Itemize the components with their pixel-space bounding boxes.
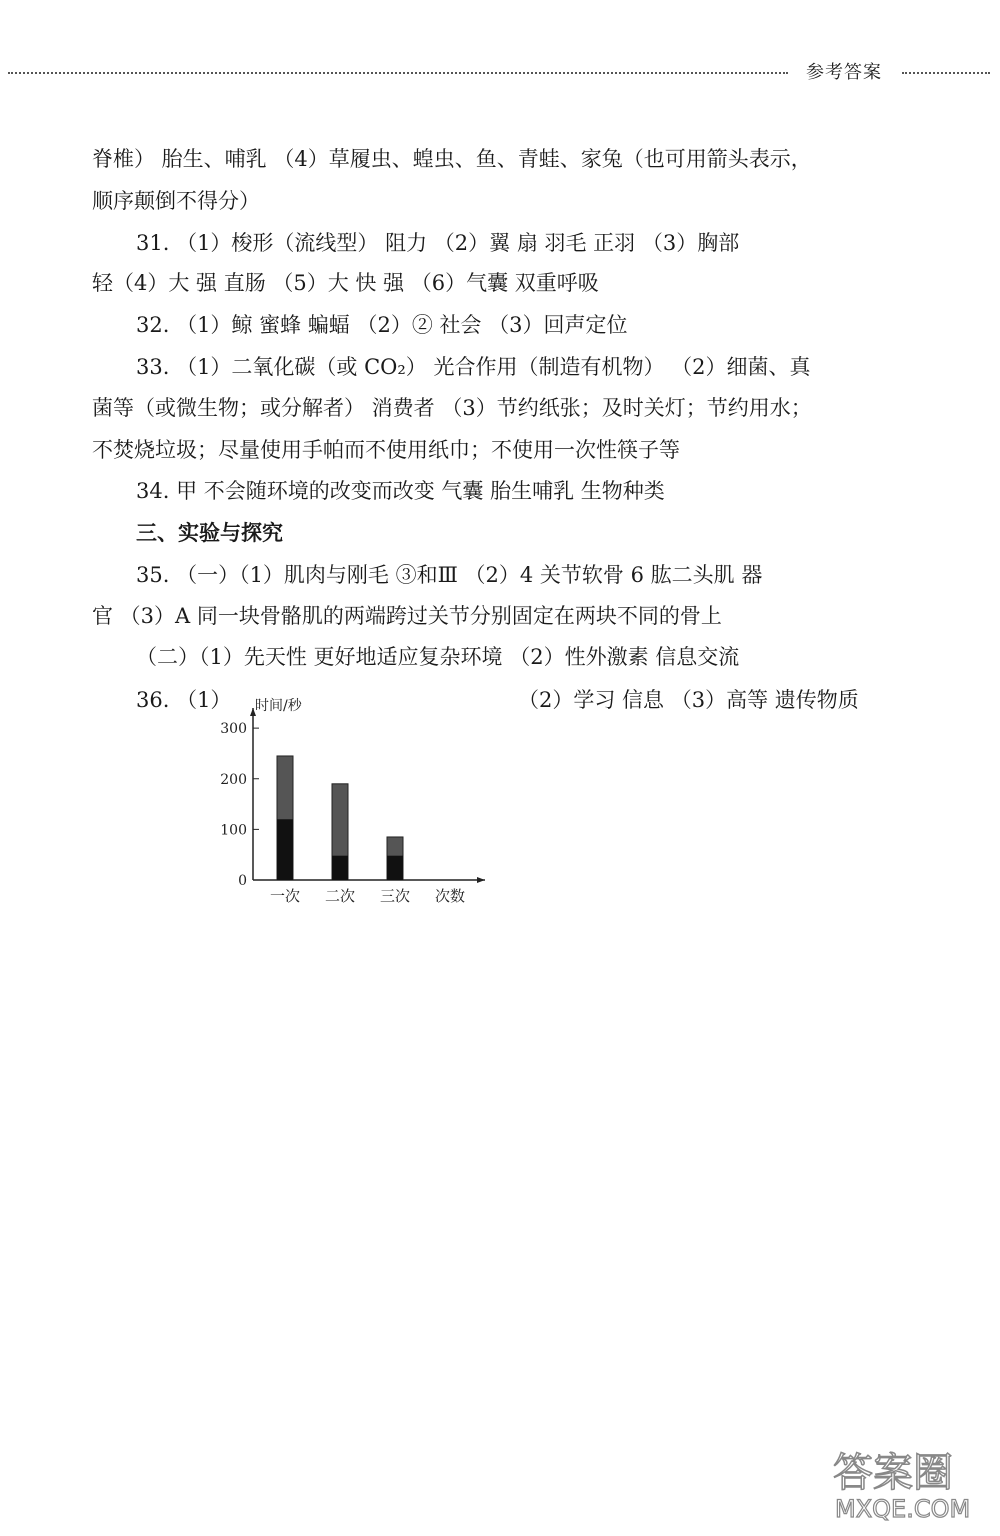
watermark-text-main: 答案圈: [833, 1450, 953, 1496]
x-tick-label: 三次: [379, 887, 411, 905]
y-tick-label: 300: [220, 721, 247, 738]
answer-31-line-2: 轻（4）大 强 直肠 （5）大 快 强 （6）气囊 双重呼吸: [92, 271, 599, 295]
answer-33-line-1: 33. （1）二氧化碳（或 CO₂） 光合作用（制造有机物） （2）细菌、真: [136, 355, 811, 379]
x-tick-label: 二次: [324, 887, 356, 905]
answer-33-line-2: 菌等（或微生物；或分解者） 消费者 （3）节约纸张；及时关灯；节约用水；: [92, 396, 812, 420]
answer-32: 32. （1）鲸 蜜蜂 蝙蝠 （2）② 社会 （3）回声定位: [136, 313, 628, 337]
x-axis-arrow: [477, 877, 485, 883]
bar-三次-series-1: [387, 856, 403, 880]
bar-二次-series-1: [332, 856, 348, 880]
answer-36-rest: （2）学习 信息 （3）高等 遗传物质: [518, 688, 859, 712]
x-tick-label: 一次: [269, 887, 301, 905]
header-rule-left: [8, 72, 788, 74]
x-axis-label: 次数: [434, 887, 466, 905]
answer-line-1: 脊椎） 胎生、哺乳 （4）草履虫、蝗虫、鱼、青蛙、家兔（也可用箭头表示，: [92, 147, 812, 171]
y-tick-label: 0: [238, 873, 247, 889]
watermark-logo: [823, 1431, 988, 1526]
y-tick-label: 200: [220, 771, 247, 788]
answer-35-line-2: 官 （3）A 同一块骨骼肌的两端跨过关节分别固定在两块不同的骨上: [92, 604, 722, 628]
answer-36-label: 36. （1）: [136, 688, 232, 712]
watermark-text-url: MXQE.COM: [835, 1495, 971, 1523]
bar-chart: [215, 690, 505, 910]
y-axis-label: 时间/秒: [255, 698, 302, 714]
section-heading-experiment: 三、实验与探究: [136, 521, 283, 545]
y-tick-label: 100: [220, 822, 247, 839]
bar-一次-series-1: [277, 819, 293, 880]
answer-35-part-2: （二）（1）先天性 更好地适应复杂环境 （2）性外激素 信息交流: [136, 645, 740, 669]
header-rule-right: [902, 72, 990, 74]
answer-35-line-1: 35. （一）（1）肌肉与刚毛 ③和Ⅲ （2）4 关节软骨 6 肱二头肌 器: [136, 563, 763, 587]
answer-33-line-3: 不焚烧垃圾；尽量使用手帕而不使用纸巾；不使用一次性筷子等: [92, 438, 680, 462]
answer-34: 34. 甲 不会随环境的改变而改变 气囊 胎生哺乳 生物种类: [136, 479, 665, 503]
chart-bars: [277, 756, 403, 880]
page-header-title: 参考答案: [806, 62, 882, 83]
answer-31-line-1: 31. （1）梭形（流线型） 阻力 （2）翼 扇 羽毛 正羽 （3）胸部: [136, 231, 740, 255]
answer-line-2: 顺序颠倒不得分）: [92, 189, 260, 213]
